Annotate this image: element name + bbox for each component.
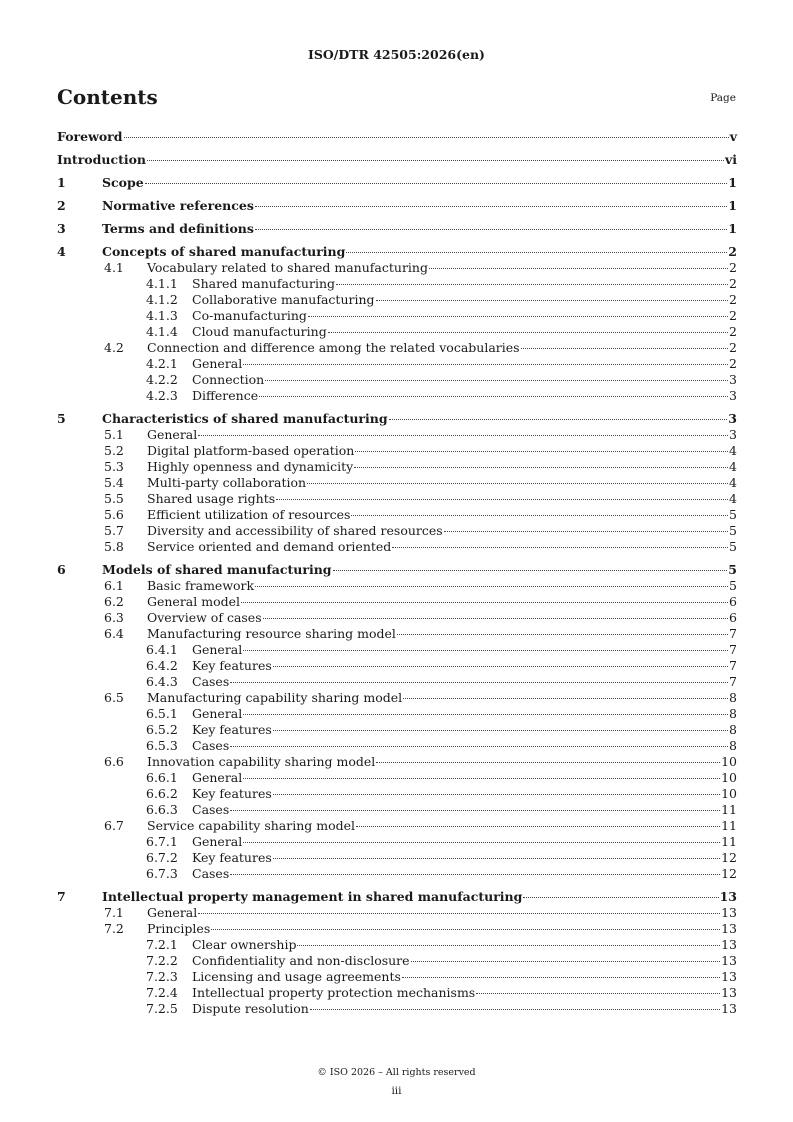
toc-entry-number: 4.1.2 (146, 292, 178, 307)
toc-leader-dots (273, 666, 728, 667)
toc-entry-page: 2 (729, 292, 737, 307)
toc-entry-title: Basic framework (147, 578, 255, 593)
contents-title: Contents (57, 85, 158, 109)
toc-entry[interactable] (57, 244, 737, 260)
toc-leader-dots (273, 858, 720, 859)
toc-entry-title: Key features (192, 850, 272, 865)
toc-entry-title: Cases (192, 738, 230, 753)
toc-entry-number: 4.1.3 (146, 308, 178, 323)
toc-entry-page: 3 (729, 372, 737, 387)
toc-entry-title: Efficient utilization of resources (147, 507, 351, 522)
toc-leader-dots (523, 897, 718, 898)
toc-entry[interactable] (57, 905, 737, 921)
toc-entry-title: Connection and difference among the related vocabularies (147, 340, 520, 355)
toc-leader-dots (243, 778, 720, 779)
toc-entry-number: 7.2.4 (146, 985, 178, 1000)
toc-leader-dots (346, 252, 727, 253)
toc-entry-number: 6.6.2 (146, 786, 178, 801)
toc-entry-page: 6 (729, 610, 737, 625)
toc-entry-number: 6.5.3 (146, 738, 178, 753)
toc-entry[interactable] (57, 324, 737, 340)
toc-entry-title: General (147, 905, 198, 920)
toc-entry-number: 7 (57, 889, 66, 904)
toc-entry-page: 2 (729, 324, 737, 339)
toc-leader-dots (308, 316, 728, 317)
toc-leader-dots (259, 396, 728, 397)
toc-entry[interactable] (57, 937, 737, 953)
toc-entry[interactable] (57, 786, 737, 802)
toc-entry-page: 12 (721, 866, 737, 881)
toc-entry[interactable] (57, 443, 737, 459)
toc-entry-page: 13 (721, 1001, 737, 1016)
toc-entry-title: Overview of cases (147, 610, 262, 625)
toc-leader-dots (243, 364, 728, 365)
toc-leader-dots (411, 961, 721, 962)
toc-leader-dots (297, 945, 720, 946)
toc-entry[interactable] (57, 221, 737, 237)
toc-entry-page: 13 (721, 921, 737, 936)
toc-entry-title: Service capability sharing model (147, 818, 356, 833)
toc-entry-title: Introduction (57, 152, 147, 167)
toc-entry-title: Cases (192, 866, 230, 881)
toc-leader-dots (198, 913, 720, 914)
toc-entry[interactable] (57, 594, 737, 610)
toc-entry-title: General model (147, 594, 241, 609)
toc-entry-page: 7 (729, 658, 737, 673)
toc-entry[interactable] (57, 802, 737, 818)
toc-entry-title: Cloud manufacturing (192, 324, 327, 339)
toc-entry[interactable] (57, 658, 737, 674)
toc-entry-number: 6.7.2 (146, 850, 178, 865)
toc-entry-title: Manufacturing capability sharing model (147, 690, 403, 705)
toc-entry-page: 13 (721, 937, 737, 952)
toc-leader-dots (376, 300, 729, 301)
toc-leader-dots (397, 634, 728, 635)
toc-entry-page: 8 (729, 738, 737, 753)
toc-entry[interactable] (57, 152, 737, 168)
page-column-label: Page (710, 92, 736, 104)
toc-leader-dots (230, 682, 728, 683)
toc-entry-page: 2 (729, 356, 737, 371)
toc-entry[interactable] (57, 610, 737, 626)
toc-leader-dots (376, 762, 720, 763)
toc-entry-page: 1 (728, 175, 737, 190)
toc-entry-page: 10 (721, 754, 737, 769)
toc-entry[interactable] (57, 674, 737, 690)
toc-entry-title: Difference (192, 388, 259, 403)
toc-entry-title: Multi-party collaboration (147, 475, 307, 490)
toc-entry-title: Shared manufacturing (192, 276, 335, 291)
toc-entry-title: General (192, 834, 243, 849)
toc-entry-number: 4.2.3 (146, 388, 178, 403)
toc-leader-dots (273, 730, 728, 731)
toc-entry-title: Intellectual property management in shared manufacturing (102, 889, 523, 904)
toc-entry-number: 7.2.5 (146, 1001, 178, 1016)
toc-entry[interactable] (57, 770, 737, 786)
toc-leader-dots (255, 206, 727, 207)
toc-entry[interactable] (57, 818, 737, 834)
toc-leader-dots (230, 746, 728, 747)
toc-entry-title: General (192, 642, 243, 657)
toc-leader-dots (243, 842, 720, 843)
toc-entry[interactable] (57, 427, 737, 443)
toc-entry-number: 4.2.1 (146, 356, 178, 371)
toc-leader-dots (230, 874, 720, 875)
toc-entry-page: 7 (729, 674, 737, 689)
toc-entry[interactable] (57, 308, 737, 324)
toc-entry-number: 5.1 (104, 427, 124, 442)
toc-entry-number: 4.2 (104, 340, 124, 355)
toc-entry-number: 7.2.1 (146, 937, 178, 952)
toc-entry-page: 2 (729, 260, 737, 275)
toc-entry[interactable] (57, 642, 737, 658)
toc-entry-page: 2 (729, 276, 737, 291)
toc-entry[interactable] (57, 738, 737, 754)
toc-entry-page: 1 (728, 221, 737, 236)
toc-entry-page: 2 (728, 244, 737, 259)
toc-leader-dots (307, 483, 728, 484)
toc-entry-page: 4 (729, 459, 737, 474)
toc-entry-title: Principles (147, 921, 211, 936)
toc-leader-dots (273, 794, 720, 795)
toc-entry[interactable] (57, 356, 737, 372)
toc-leader-dots (521, 348, 728, 349)
toc-entry-title: Characteristics of shared manufacturing (102, 411, 388, 426)
toc-entry-title: Models of shared manufacturing (102, 562, 332, 577)
toc-entry-page: 11 (721, 834, 737, 849)
toc-entry[interactable] (57, 969, 737, 985)
toc-entry-title: Clear ownership (192, 937, 297, 952)
toc-entry-number: 5.2 (104, 443, 124, 458)
toc-entry-page: 2 (729, 340, 737, 355)
toc-entry-number: 6.5.1 (146, 706, 178, 721)
toc-entry-title: Vocabulary related to shared manufacturing (147, 260, 428, 275)
toc-entry-title: Manufacturing resource sharing model (147, 626, 396, 641)
toc-leader-dots (333, 570, 728, 571)
footer-page-number: iii (391, 1085, 402, 1097)
toc-entry-page: vi (724, 152, 737, 167)
toc-entry[interactable] (57, 722, 737, 738)
toc-entry-title: Key features (192, 658, 272, 673)
toc-entry-title: Service oriented and demand oriented (147, 539, 392, 554)
toc-entry-number: 2 (57, 198, 66, 213)
toc-entry-page: 5 (729, 507, 737, 522)
toc-entry-number: 6.4.3 (146, 674, 178, 689)
toc-entry-page: 4 (729, 491, 737, 506)
toc-entry-number: 5.5 (104, 491, 124, 506)
toc-entry[interactable] (57, 292, 737, 308)
toc-entry-title: Co-manufacturing (192, 308, 307, 323)
toc-entry-title: Collaborative manufacturing (192, 292, 375, 307)
toc-entry-number: 4.2.2 (146, 372, 178, 387)
toc-entry[interactable] (57, 523, 737, 539)
toc-leader-dots (230, 810, 720, 811)
toc-entry-page: 3 (729, 388, 737, 403)
toc-entry-number: 7.1 (104, 905, 124, 920)
toc-entry-title: Intellectual property protection mechanisms (192, 985, 476, 1000)
toc-leader-dots (241, 602, 728, 603)
toc-entry-title: Licensing and usage agreements (192, 969, 401, 984)
toc-entry-title: Digital platform-based operation (147, 443, 355, 458)
toc-leader-dots (429, 268, 728, 269)
toc-entry-title: Highly openness and dynamicity (147, 459, 354, 474)
toc-entry-title: Cases (192, 802, 230, 817)
toc-entry[interactable] (57, 850, 737, 866)
toc-entry[interactable] (57, 491, 737, 507)
toc-entry[interactable] (57, 411, 737, 427)
toc-entry-page: 5 (729, 539, 737, 554)
toc-leader-dots (444, 531, 728, 532)
toc-entry-title: Scope (102, 175, 144, 190)
toc-entry-number: 3 (57, 221, 66, 236)
toc-entry-page: 13 (719, 889, 737, 904)
toc-leader-dots (389, 419, 728, 420)
toc-entry-title: General (192, 770, 243, 785)
toc-entry-number: 6.4 (104, 626, 124, 641)
toc-leader-dots (355, 451, 728, 452)
toc-entry-number: 6.5.2 (146, 722, 178, 737)
toc-entry[interactable] (57, 1001, 737, 1017)
toc-leader-dots (265, 380, 728, 381)
toc-entry-number: 6.6.1 (146, 770, 178, 785)
toc-entry-page: 10 (721, 786, 737, 801)
toc-leader-dots (124, 137, 729, 138)
toc-entry[interactable] (57, 539, 737, 555)
toc-entry-number: 6.7 (104, 818, 124, 833)
toc-entry-title: Concepts of shared manufacturing (102, 244, 346, 259)
toc-leader-dots (476, 993, 720, 994)
toc-leader-dots (145, 183, 728, 184)
toc-entry-title: Shared usage rights (147, 491, 276, 506)
toc-entry-page: 6 (729, 594, 737, 609)
toc-entry-page: 13 (721, 969, 737, 984)
toc-entry-number: 6 (57, 562, 66, 577)
toc-entry-title: Foreword (57, 129, 123, 144)
toc-entry-number: 6.4.2 (146, 658, 178, 673)
toc-entry[interactable] (57, 388, 737, 404)
toc-leader-dots (356, 826, 720, 827)
toc-entry-title: General (192, 356, 243, 371)
toc-leader-dots (354, 467, 728, 468)
toc-entry-page: 2 (729, 308, 737, 323)
toc-entry-number: 5.8 (104, 539, 124, 554)
toc-entry[interactable] (57, 562, 737, 578)
toc-entry-page: 13 (721, 905, 737, 920)
toc-entry-title: Key features (192, 722, 272, 737)
toc-entry-page: 7 (729, 626, 737, 641)
toc-entry-number: 7.2.3 (146, 969, 178, 984)
toc-leader-dots (211, 929, 720, 930)
toc-entry-number: 6.3 (104, 610, 124, 625)
toc-entry-number: 4.1 (104, 260, 124, 275)
toc-entry[interactable] (57, 985, 737, 1001)
toc-entry-number: 1 (57, 175, 66, 190)
toc-entry[interactable] (57, 889, 737, 905)
toc-leader-dots (243, 650, 728, 651)
toc-entry-number: 5.6 (104, 507, 124, 522)
toc-entry-page: 13 (721, 953, 737, 968)
toc-entry-number: 6.6.3 (146, 802, 178, 817)
footer-copyright: © ISO 2026 – All rights reserved (317, 1067, 476, 1078)
toc-entry[interactable] (57, 834, 737, 850)
toc-entry-number: 5 (57, 411, 66, 426)
toc-entry-number: 7.2.2 (146, 953, 178, 968)
toc-entry[interactable] (57, 475, 737, 491)
toc-entry[interactable] (57, 276, 737, 292)
toc-entry-title: Normative references (102, 198, 254, 213)
toc-leader-dots (198, 435, 728, 436)
toc-entry-number: 5.7 (104, 523, 124, 538)
toc-entry[interactable] (57, 754, 737, 770)
toc-entry-page: 8 (729, 690, 737, 705)
toc-entry-title: General (192, 706, 243, 721)
toc-entry-page: 10 (721, 770, 737, 785)
toc-entry-number: 6.7.1 (146, 834, 178, 849)
toc-entry-number: 4.1.1 (146, 276, 178, 291)
toc-leader-dots (336, 284, 728, 285)
toc-entry-page: 3 (728, 411, 737, 426)
toc-entry-page: 12 (721, 850, 737, 865)
toc-entry-title: Dispute resolution (192, 1001, 309, 1016)
toc-entry-page: 13 (721, 985, 737, 1000)
toc-leader-dots (276, 499, 728, 500)
toc-entry-number: 5.4 (104, 475, 124, 490)
toc-entry-number: 4 (57, 244, 66, 259)
toc-entry-number: 6.6 (104, 754, 124, 769)
document-header: ISO/DTR 42505:2026(en) (308, 47, 485, 62)
toc-entry-page: 7 (729, 642, 737, 657)
toc-entry-page: 3 (729, 427, 737, 442)
toc-entry-number: 6.4.1 (146, 642, 178, 657)
toc-entry-title: Innovation capability sharing model (147, 754, 376, 769)
toc-entry[interactable] (57, 866, 737, 882)
toc-entry-number: 6.5 (104, 690, 124, 705)
toc-entry[interactable] (57, 260, 737, 276)
toc-entry-title: Connection (192, 372, 265, 387)
toc-leader-dots (351, 515, 728, 516)
toc-entry-title: General (147, 427, 198, 442)
toc-entry-number: 7.2 (104, 921, 124, 936)
toc-leader-dots (147, 160, 724, 161)
toc-entry[interactable] (57, 578, 737, 594)
toc-leader-dots (328, 332, 728, 333)
toc-entry[interactable] (57, 175, 737, 191)
toc-entry[interactable] (57, 921, 737, 937)
toc-entry-page: 5 (728, 562, 737, 577)
toc-entry-title: Key features (192, 786, 272, 801)
toc-entry-page: 5 (729, 578, 737, 593)
toc-entry[interactable] (57, 953, 737, 969)
toc-entry-page: 4 (729, 443, 737, 458)
toc-entry-page: 11 (721, 818, 737, 833)
toc-entry[interactable] (57, 690, 737, 706)
toc-entry-page: 5 (729, 523, 737, 538)
toc-entry[interactable] (57, 507, 737, 523)
toc-leader-dots (310, 1009, 720, 1010)
toc-entry-number: 6.1 (104, 578, 124, 593)
toc-entry[interactable] (57, 198, 737, 214)
toc-entry[interactable] (57, 340, 737, 356)
toc-leader-dots (392, 547, 728, 548)
toc-leader-dots (255, 586, 728, 587)
toc-leader-dots (403, 698, 728, 699)
toc-entry-page: 4 (729, 475, 737, 490)
toc-entry[interactable] (57, 459, 737, 475)
toc-entry-number: 6.2 (104, 594, 124, 609)
toc-entry[interactable] (57, 626, 737, 642)
toc-entry-page: 11 (721, 802, 737, 817)
toc-leader-dots (255, 229, 727, 230)
toc-entry-title: Confidentiality and non-disclosure (192, 953, 410, 968)
toc-entry-number: 4.1.4 (146, 324, 178, 339)
toc-entry-page: 8 (729, 722, 737, 737)
toc-entry-number: 6.7.3 (146, 866, 178, 881)
toc-entry[interactable] (57, 129, 737, 145)
toc-entry-title: Cases (192, 674, 230, 689)
toc-entry-title: Terms and definitions (102, 221, 254, 236)
toc-entry-number: 5.3 (104, 459, 124, 474)
toc-entry-page: 1 (728, 198, 737, 213)
toc-leader-dots (243, 714, 728, 715)
toc-entry-title: Diversity and accessibility of shared resources (147, 523, 443, 538)
toc-entry[interactable] (57, 372, 737, 388)
toc-leader-dots (402, 977, 720, 978)
toc-entry-page: v (729, 129, 737, 144)
toc-entry-page: 8 (729, 706, 737, 721)
toc-leader-dots (263, 618, 728, 619)
toc-entry[interactable] (57, 706, 737, 722)
